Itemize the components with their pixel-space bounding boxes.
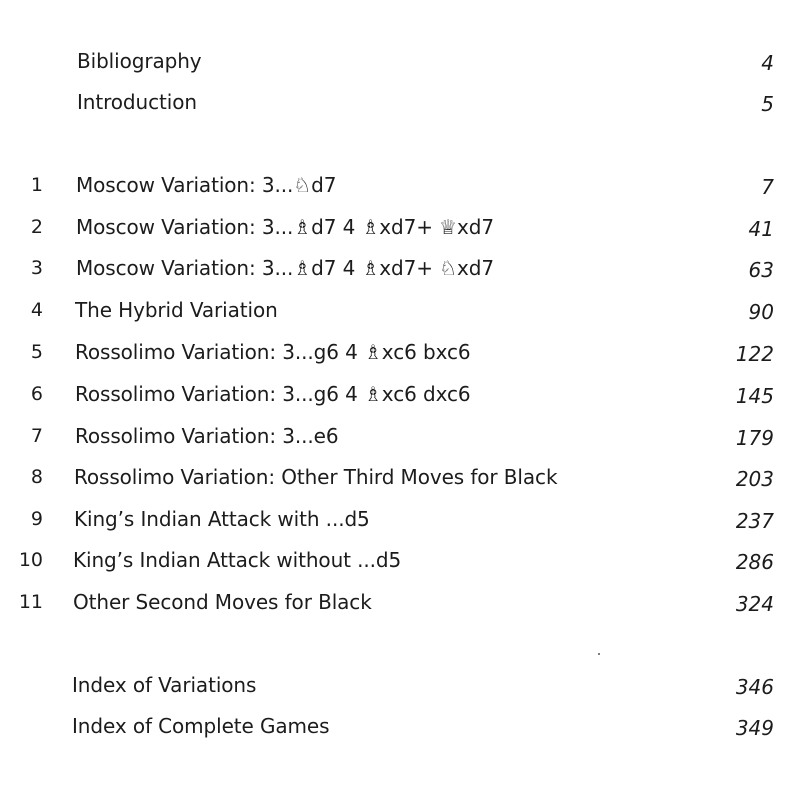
chapter-number: 5 <box>30 341 43 363</box>
entry-title: Bibliography <box>77 49 202 73</box>
chapter-page-number: 63 <box>748 258 774 282</box>
chapter-title: King’s Indian Attack with ...d5 <box>74 507 370 531</box>
chapter-title: Rossolimo Variation: 3...e6 <box>75 424 339 448</box>
toc-chapter-11[interactable] <box>0 585 800 619</box>
toc-chapter-10[interactable] <box>0 543 800 577</box>
stray-dot <box>598 653 600 655</box>
toc-chapter-4[interactable] <box>0 293 800 327</box>
chapter-page-number: 145 <box>735 384 774 408</box>
chapter-title: Rossolimo Variation: Other Third Moves for Black <box>74 465 558 489</box>
chapter-number: 10 <box>18 549 43 571</box>
chapter-title: Rossolimo Variation: 3...g6 4 ♗xc6 dxc6 <box>75 382 471 406</box>
chapter-page-number: 179 <box>735 426 774 450</box>
chapter-number: 1 <box>30 174 43 196</box>
toc-chapter-7[interactable] <box>0 419 800 453</box>
entry-page-number: 4 <box>761 51 774 75</box>
entry-title: Introduction <box>77 90 197 114</box>
toc-chapter-5[interactable] <box>0 335 800 369</box>
chapter-page-number: 7 <box>761 175 774 199</box>
chapter-title: The Hybrid Variation <box>75 298 278 322</box>
chapter-number: 9 <box>30 508 43 530</box>
chapter-number: 6 <box>30 383 43 405</box>
chapter-number: 8 <box>30 466 43 488</box>
chapter-number: 4 <box>30 299 43 321</box>
chapter-title: Moscow Variation: 3...♘d7 <box>76 173 337 197</box>
chapter-title: King’s Indian Attack without ...d5 <box>73 548 402 572</box>
chapter-number: 11 <box>18 591 43 613</box>
chapter-page-number: 237 <box>735 509 774 533</box>
entry-title: Index of Variations <box>72 673 257 697</box>
toc-entry-introduction[interactable] <box>0 85 800 119</box>
chapter-page-number: 122 <box>735 342 774 366</box>
chapter-number: 2 <box>30 216 43 238</box>
entry-title: Index of Complete Games <box>72 714 330 738</box>
chapter-title: Other Second Moves for Black <box>73 590 372 614</box>
entry-page-number: 5 <box>761 92 774 116</box>
chapter-title: Moscow Variation: 3...♗d7 4 ♗xd7+ ♘xd7 <box>76 256 494 280</box>
chapter-page-number: 286 <box>735 550 774 574</box>
chapter-title: Rossolimo Variation: 3...g6 4 ♗xc6 bxc6 <box>75 340 471 364</box>
toc-entry-bibliography[interactable] <box>0 44 800 78</box>
chapter-page-number: 324 <box>735 592 774 616</box>
chapter-page-number: 90 <box>748 300 774 324</box>
toc-chapter-9[interactable] <box>0 502 800 536</box>
toc-chapter-8[interactable] <box>0 460 800 494</box>
chapter-page-number: 41 <box>748 217 774 241</box>
toc-chapter-2[interactable] <box>0 210 800 244</box>
chapter-page-number: 203 <box>735 467 774 491</box>
toc-chapter-1[interactable] <box>0 168 800 202</box>
toc-chapter-6[interactable] <box>0 377 800 411</box>
chapter-title: Moscow Variation: 3...♗d7 4 ♗xd7+ ♕xd7 <box>76 215 494 239</box>
chapter-number: 3 <box>30 257 43 279</box>
toc-entry-index-of-complete-games[interactable] <box>0 709 800 743</box>
entry-page-number: 349 <box>735 716 774 740</box>
toc-entry-index-of-variations[interactable] <box>0 668 800 702</box>
chapter-number: 7 <box>30 425 43 447</box>
toc-chapter-3[interactable] <box>0 251 800 285</box>
entry-page-number: 346 <box>735 675 774 699</box>
